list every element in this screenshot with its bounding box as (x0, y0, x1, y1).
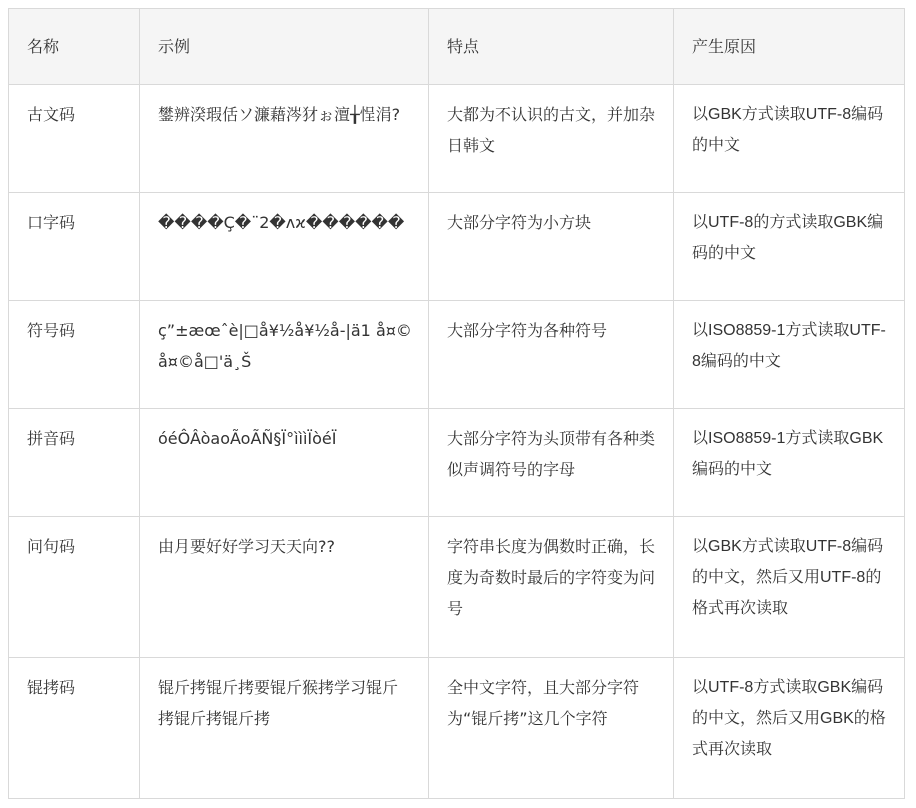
cell-reason: 以ISO8859-1方式读取UTF-8编码的中文 (674, 301, 905, 409)
cell-feature: 字符串长度为偶数时正确，长度为奇数时最后的字符变为问号 (429, 517, 674, 658)
cell-name: 古文码 (9, 85, 140, 193)
header-reason: 产生原因 (674, 9, 905, 85)
cell-reason: 以UTF-8方式读取GBK编码的中文，然后又用GBK的格式再次读取 (674, 658, 905, 799)
cell-name: 拼音码 (9, 409, 140, 517)
cell-name: 锟拷码 (9, 658, 140, 799)
cell-reason: 以ISO8859-1方式读取GBK编码的中文 (674, 409, 905, 517)
cell-feature: 大部分字符为小方块 (429, 193, 674, 301)
table-row (9, 409, 905, 517)
cell-feature: 全中文字符，且大部分字符为“锟斤拷”这几个字符 (429, 658, 674, 799)
header-name: 名称 (9, 9, 140, 85)
encoding-garble-table (8, 8, 905, 799)
cell-example: ����Ç�¨2�ʌϰ������ (140, 193, 429, 301)
cell-example: ç”±æœˆè|□å¥½å¥½å-|ä1 å¤©å¤©å□'ä¸Š (140, 301, 429, 409)
cell-feature: 大部分字符为各种符号 (429, 301, 674, 409)
cell-example: 锟斤拷锟斤拷要锟斤猴拷学习锟斤拷锟斤拷锟斤拷 (140, 658, 429, 799)
header-example: 示例 (140, 9, 429, 85)
table-row (9, 193, 905, 301)
cell-name: 问句码 (9, 517, 140, 658)
header-feature: 特点 (429, 9, 674, 85)
table-row (9, 301, 905, 409)
cell-reason: 以UTF-8的方式读取GBK编码的中文 (674, 193, 905, 301)
cell-feature: 大都为不认识的古文，并加杂日韩文 (429, 85, 674, 193)
cell-example: 由月要好好学习天天向?? (140, 517, 429, 658)
cell-reason: 以GBK方式读取UTF-8编码的中文，然后又用UTF-8的格式再次读取 (674, 517, 905, 658)
cell-feature: 大部分字符为头顶带有各种类似声调符号的字母 (429, 409, 674, 517)
table-row (9, 85, 905, 193)
cell-reason: 以GBK方式读取UTF-8编码的中文 (674, 85, 905, 193)
table-row (9, 517, 905, 658)
cell-example: 鐢辨湀瑕佸ソ濂藉涔犲ぉ澶╁悜涓? (140, 85, 429, 193)
cell-name: 符号码 (9, 301, 140, 409)
table-row (9, 658, 905, 799)
table-header-row (9, 9, 905, 85)
cell-example: óéÔÂòaoÃoÃÑ§Ï°ìììÏòéÏ (140, 409, 429, 517)
cell-name: 口字码 (9, 193, 140, 301)
encoding-garble-table-container (8, 8, 904, 799)
